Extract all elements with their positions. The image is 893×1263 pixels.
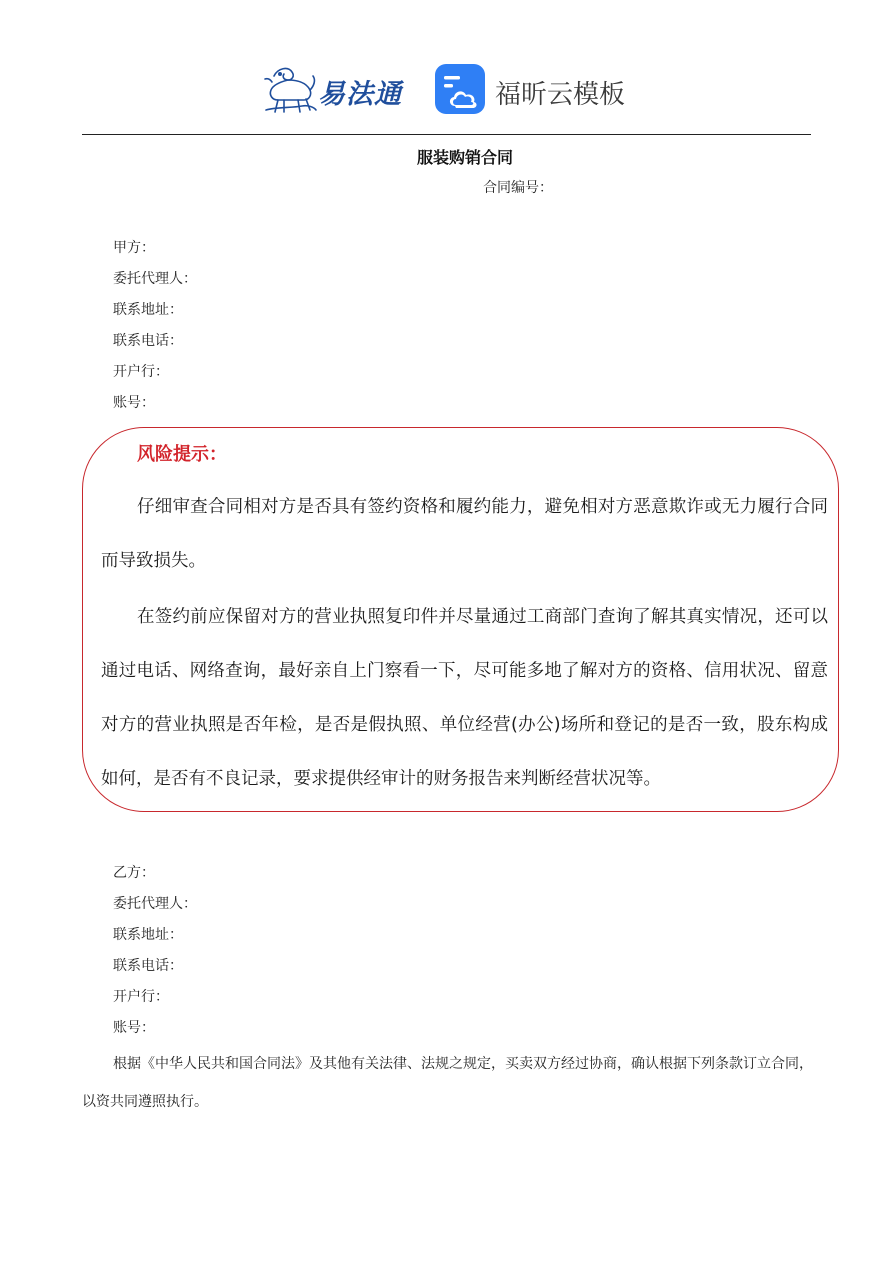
party-a-address-label: 联系地址： [113,302,183,318]
party-b-section [113,858,197,1044]
party-b-phone-label: 联系电话： [113,958,183,974]
risk-warning-title: 风险提示： [137,444,227,465]
contract-number-label: 合同编号： [483,180,553,196]
risk-warning-paragraph-1: 仔细审查合同相对方是否具有签约资格和履约能力，避免相对方恶意欺诈或无力履行合同而导致损失。 [101,497,828,571]
party-b-address-label: 联系地址： [113,927,183,943]
yifatong-logo-text: 易法通 [318,79,402,110]
party-b-bank-label: 开户行： [113,989,169,1005]
party-b-account-label: 账号： [113,1020,155,1036]
party-b-name-label: 乙方： [113,865,155,881]
foxit-template-logo [435,64,645,118]
party-a-account-label: 账号： [113,395,155,411]
document-title: 服装购销合同 [416,148,513,167]
yifatong-logo [262,62,412,116]
header-divider [82,134,811,135]
party-a-name-label: 甲方： [113,240,155,256]
contract-basis-paragraph: 根据《中华人民共和国合同法》及其他有关法律、法规之规定，买卖双方经过协商，确认根据下列条款订立合同，以资共同遵照执行。 [82,1056,813,1110]
risk-warning-paragraph-2: 在签约前应保留对方的营业执照复印件并尽量通过工商部门查询了解其真实情况，还可以通过电话、网络查询，最好亲自上门察看一下，尽可能多地了解对方的资格、信用状况、留意对方的营业执照是否年检，是否是假执照、单位经营(办公)场所和登记的是否一致，股东构成如何，是否有不良记录，要求提供经审计的财务报告来判断经营状况等。 [101,607,828,789]
party-a-section [113,233,197,419]
party-b-agent-label: 委托代理人： [113,896,197,912]
foxit-template-logo-text: 福昕云模板 [495,80,626,110]
party-a-phone-label: 联系电话： [113,333,183,349]
cloud-document-icon [435,64,485,114]
party-a-bank-label: 开户行： [113,364,169,380]
page-header [0,58,893,120]
party-a-agent-label: 委托代理人： [113,271,197,287]
qilin-emblem-icon [262,62,318,116]
